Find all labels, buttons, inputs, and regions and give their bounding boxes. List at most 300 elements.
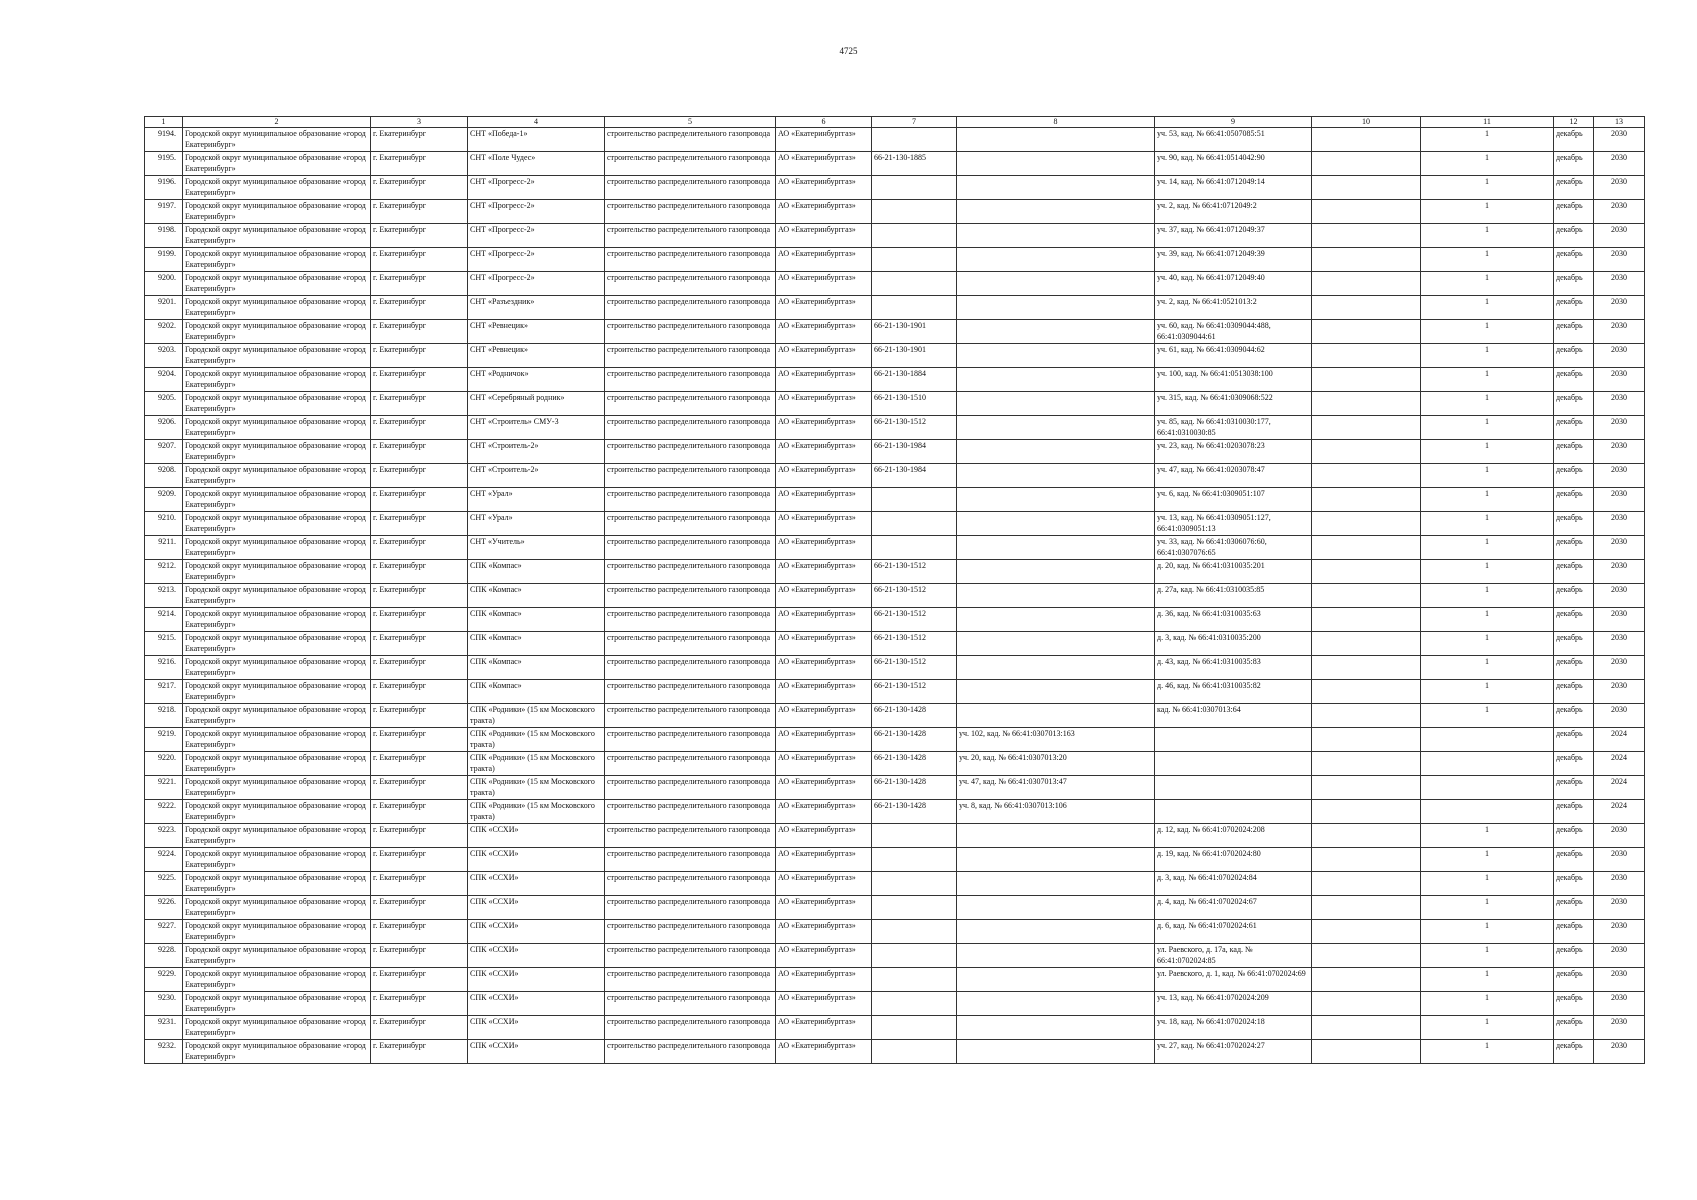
cell-plot-9: уч. 47, кад. № 66:41:0203078:47 [1155, 464, 1312, 488]
cell-operator: АО «Екатеринбурггаз» [776, 152, 872, 176]
cell-registry-number [872, 128, 957, 152]
column-header-1: 1 [145, 117, 183, 128]
table-row [145, 656, 1645, 680]
cell-year: 2030 [1594, 344, 1645, 368]
cell-municipality: Городской округ муниципальное образование «город Екатеринбург» [183, 464, 371, 488]
cell-object-name: СНТ «Строитель» СМУ-3 [468, 416, 605, 440]
cell-municipality: Городской округ муниципальное образование «город Екатеринбург» [183, 224, 371, 248]
cell-cell-10 [1312, 920, 1421, 944]
cell-year: 2024 [1594, 752, 1645, 776]
cell-plot-8 [957, 944, 1155, 968]
cell-settlement: г. Екатеринбург [371, 584, 468, 608]
cell-count: 1 [1421, 992, 1554, 1016]
cell-count: 1 [1421, 152, 1554, 176]
cell-month: декабрь [1554, 800, 1594, 824]
cell-object-name: СПК «Компас» [468, 656, 605, 680]
cell-plot-9: д. 12, кад. № 66:41:0702024:208 [1155, 824, 1312, 848]
cell-operator: АО «Екатеринбурггаз» [776, 320, 872, 344]
cell-year: 2030 [1594, 560, 1645, 584]
cell-month: декабрь [1554, 920, 1594, 944]
cell-plot-8 [957, 248, 1155, 272]
cell-cell-10 [1312, 632, 1421, 656]
cell-plot-9: д. 43, кад. № 66:41:0310035:83 [1155, 656, 1312, 680]
cell-cell-10 [1312, 944, 1421, 968]
cell-month: декабрь [1554, 752, 1594, 776]
table-row [145, 392, 1645, 416]
cell-operator: АО «Екатеринбурггаз» [776, 488, 872, 512]
cell-cell-10 [1312, 488, 1421, 512]
cell-count [1421, 728, 1554, 752]
cell-month: декабрь [1554, 416, 1594, 440]
cell-settlement: г. Екатеринбург [371, 320, 468, 344]
table-row [145, 728, 1645, 752]
cell-row-number: 9231. [145, 1016, 183, 1040]
table-row [145, 176, 1645, 200]
cell-operator: АО «Екатеринбурггаз» [776, 632, 872, 656]
cell-plot-9: ул. Раевского, д. 17а, кад. № 66:41:0702024:85 [1155, 944, 1312, 968]
table-row [145, 848, 1645, 872]
cell-month: декабрь [1554, 872, 1594, 896]
cell-row-number: 9232. [145, 1040, 183, 1064]
cell-year: 2030 [1594, 296, 1645, 320]
cell-year: 2030 [1594, 320, 1645, 344]
cell-work-type: строительство распределительного газопровода [605, 296, 776, 320]
cell-operator: АО «Екатеринбурггаз» [776, 944, 872, 968]
cell-object-name: СПК «ССХИ» [468, 848, 605, 872]
cell-settlement: г. Екатеринбург [371, 656, 468, 680]
cell-settlement: г. Екатеринбург [371, 920, 468, 944]
cell-month: декабрь [1554, 248, 1594, 272]
cell-plot-8 [957, 1040, 1155, 1064]
table-row [145, 200, 1645, 224]
cell-registry-number: 66-21-130-1984 [872, 440, 957, 464]
cell-operator: АО «Екатеринбурггаз» [776, 776, 872, 800]
cell-cell-10 [1312, 896, 1421, 920]
cell-plot-9: уч. 60, кад. № 66:41:0309044:488, 66:41:0309044:61 [1155, 320, 1312, 344]
cell-municipality: Городской округ муниципальное образование «город Екатеринбург» [183, 776, 371, 800]
cell-year: 2030 [1594, 848, 1645, 872]
cell-settlement: г. Екатеринбург [371, 224, 468, 248]
cell-work-type: строительство распределительного газопровода [605, 464, 776, 488]
cell-settlement: г. Екатеринбург [371, 608, 468, 632]
cell-registry-number [872, 176, 957, 200]
cell-municipality: Городской округ муниципальное образование «город Екатеринбург» [183, 632, 371, 656]
cell-municipality: Городской округ муниципальное образование «город Екатеринбург» [183, 728, 371, 752]
cell-work-type: строительство распределительного газопровода [605, 728, 776, 752]
cell-plot-8 [957, 656, 1155, 680]
cell-registry-number: 66-21-130-1428 [872, 800, 957, 824]
cell-cell-10 [1312, 296, 1421, 320]
cell-settlement: г. Екатеринбург [371, 416, 468, 440]
cell-month: декабрь [1554, 560, 1594, 584]
cell-year: 2024 [1594, 728, 1645, 752]
cell-plot-9: кад. № 66:41:0307013:64 [1155, 704, 1312, 728]
cell-object-name: СНТ «Ревнецик» [468, 344, 605, 368]
cell-plot-9 [1155, 728, 1312, 752]
cell-operator: АО «Екатеринбурггаз» [776, 680, 872, 704]
cell-settlement: г. Екатеринбург [371, 464, 468, 488]
cell-registry-number: 66-21-130-1428 [872, 704, 957, 728]
cell-plot-9: уч. 27, кад. № 66:41:0702024:27 [1155, 1040, 1312, 1064]
cell-row-number: 9198. [145, 224, 183, 248]
cell-year: 2030 [1594, 416, 1645, 440]
cell-count: 1 [1421, 896, 1554, 920]
table-row [145, 704, 1645, 728]
cell-work-type: строительство распределительного газопровода [605, 824, 776, 848]
cell-year: 2030 [1594, 872, 1645, 896]
cell-plot-8 [957, 344, 1155, 368]
column-header-8: 8 [957, 117, 1155, 128]
cell-plot-8: уч. 102, кад. № 66:41:0307013:163 [957, 728, 1155, 752]
cell-cell-10 [1312, 128, 1421, 152]
cell-settlement: г. Екатеринбург [371, 896, 468, 920]
cell-work-type: строительство распределительного газопровода [605, 632, 776, 656]
cell-operator: АО «Екатеринбурггаз» [776, 536, 872, 560]
cell-month: декабрь [1554, 656, 1594, 680]
cell-month: декабрь [1554, 368, 1594, 392]
cell-plot-9: уч. 39, кад. № 66:41:0712049:39 [1155, 248, 1312, 272]
table-row [145, 128, 1645, 152]
cell-cell-10 [1312, 848, 1421, 872]
cell-object-name: СПК «Родники» (15 км Московского тракта) [468, 800, 605, 824]
cell-count: 1 [1421, 128, 1554, 152]
cell-object-name: СПК «ССХИ» [468, 896, 605, 920]
cell-plot-8: уч. 8, кад. № 66:41:0307013:106 [957, 800, 1155, 824]
column-header-11: 11 [1421, 117, 1554, 128]
cell-object-name: СПК «Родники» (15 км Московского тракта) [468, 776, 605, 800]
cell-registry-number [872, 272, 957, 296]
cell-cell-10 [1312, 968, 1421, 992]
cell-plot-8 [957, 584, 1155, 608]
cell-month: декабрь [1554, 440, 1594, 464]
cell-settlement: г. Екатеринбург [371, 176, 468, 200]
cell-operator: АО «Екатеринбурггаз» [776, 296, 872, 320]
cell-row-number: 9221. [145, 776, 183, 800]
cell-cell-10 [1312, 800, 1421, 824]
cell-object-name: СНТ «Ревнецик» [468, 320, 605, 344]
cell-plot-9: уч. 14, кад. № 66:41:0712049:14 [1155, 176, 1312, 200]
cell-operator: АО «Екатеринбурггаз» [776, 248, 872, 272]
cell-object-name: СПК «ССХИ» [468, 968, 605, 992]
table-row [145, 320, 1645, 344]
cell-plot-9: д. 4, кад. № 66:41:0702024:67 [1155, 896, 1312, 920]
cell-work-type: строительство распределительного газопровода [605, 848, 776, 872]
cell-plot-9 [1155, 776, 1312, 800]
cell-count: 1 [1421, 608, 1554, 632]
cell-cell-10 [1312, 704, 1421, 728]
cell-work-type: строительство распределительного газопровода [605, 416, 776, 440]
cell-month: декабрь [1554, 512, 1594, 536]
cell-cell-10 [1312, 584, 1421, 608]
table-row [145, 944, 1645, 968]
cell-year: 2030 [1594, 488, 1645, 512]
table-row [145, 1016, 1645, 1040]
cell-cell-10 [1312, 512, 1421, 536]
cell-plot-8 [957, 128, 1155, 152]
cell-plot-8 [957, 848, 1155, 872]
cell-month: декабрь [1554, 896, 1594, 920]
cell-row-number: 9201. [145, 296, 183, 320]
cell-municipality: Городской округ муниципальное образование «город Екатеринбург» [183, 968, 371, 992]
cell-row-number: 9199. [145, 248, 183, 272]
cell-row-number: 9228. [145, 944, 183, 968]
cell-operator: АО «Екатеринбурггаз» [776, 512, 872, 536]
cell-plot-9: уч. 23, кад. № 66:41:0203078:23 [1155, 440, 1312, 464]
table-row [145, 416, 1645, 440]
cell-operator: АО «Екатеринбурггаз» [776, 224, 872, 248]
cell-count: 1 [1421, 1016, 1554, 1040]
cell-row-number: 9210. [145, 512, 183, 536]
table-row [145, 296, 1645, 320]
cell-registry-number [872, 992, 957, 1016]
cell-work-type: строительство распределительного газопровода [605, 560, 776, 584]
cell-row-number: 9224. [145, 848, 183, 872]
cell-year: 2030 [1594, 944, 1645, 968]
cell-operator: АО «Екатеринбурггаз» [776, 752, 872, 776]
cell-month: декабрь [1554, 320, 1594, 344]
cell-year: 2030 [1594, 920, 1645, 944]
cell-registry-number: 66-21-130-1510 [872, 392, 957, 416]
cell-year: 2024 [1594, 776, 1645, 800]
cell-registry-number [872, 488, 957, 512]
cell-cell-10 [1312, 224, 1421, 248]
cell-object-name: СНТ «Прогресс-2» [468, 248, 605, 272]
cell-operator: АО «Екатеринбурггаз» [776, 416, 872, 440]
cell-month: декабрь [1554, 680, 1594, 704]
cell-year: 2024 [1594, 800, 1645, 824]
cell-plot-9: уч. 315, кад. № 66:41:0309068:522 [1155, 392, 1312, 416]
cell-work-type: строительство распределительного газопровода [605, 368, 776, 392]
cell-count: 1 [1421, 1040, 1554, 1064]
cell-object-name: СНТ «Поле Чудес» [468, 152, 605, 176]
cell-year: 2030 [1594, 200, 1645, 224]
cell-object-name: СНТ «Родничок» [468, 368, 605, 392]
cell-object-name: СНТ «Прогресс-2» [468, 200, 605, 224]
cell-municipality: Городской округ муниципальное образование «город Екатеринбург» [183, 920, 371, 944]
cell-row-number: 9211. [145, 536, 183, 560]
cell-settlement: г. Екатеринбург [371, 848, 468, 872]
cell-work-type: строительство распределительного газопровода [605, 944, 776, 968]
table-row [145, 680, 1645, 704]
cell-count: 1 [1421, 968, 1554, 992]
cell-cell-10 [1312, 248, 1421, 272]
cell-count: 1 [1421, 920, 1554, 944]
cell-work-type: строительство распределительного газопровода [605, 152, 776, 176]
cell-operator: АО «Екатеринбурггаз» [776, 872, 872, 896]
cell-month: декабрь [1554, 992, 1594, 1016]
cell-municipality: Городской округ муниципальное образование «город Екатеринбург» [183, 992, 371, 1016]
cell-year: 2030 [1594, 224, 1645, 248]
cell-registry-number [872, 248, 957, 272]
cell-registry-number [872, 536, 957, 560]
cell-operator: АО «Екатеринбурггаз» [776, 200, 872, 224]
cell-settlement: г. Екатеринбург [371, 128, 468, 152]
cell-row-number: 9205. [145, 392, 183, 416]
column-header-13: 13 [1594, 117, 1645, 128]
table-row [145, 512, 1645, 536]
cell-municipality: Городской округ муниципальное образование «город Екатеринбург» [183, 704, 371, 728]
gasification-table [144, 116, 1645, 1064]
cell-row-number: 9218. [145, 704, 183, 728]
cell-plot-8: уч. 20, кад. № 66:41:0307013:20 [957, 752, 1155, 776]
cell-registry-number [872, 968, 957, 992]
cell-settlement: г. Екатеринбург [371, 440, 468, 464]
cell-year: 2030 [1594, 608, 1645, 632]
cell-work-type: строительство распределительного газопровода [605, 680, 776, 704]
cell-operator: АО «Екатеринбурггаз» [776, 368, 872, 392]
cell-count: 1 [1421, 224, 1554, 248]
cell-year: 2030 [1594, 152, 1645, 176]
cell-operator: АО «Екатеринбурггаз» [776, 584, 872, 608]
table-row [145, 608, 1645, 632]
cell-operator: АО «Екатеринбурггаз» [776, 128, 872, 152]
cell-object-name: СПК «Компас» [468, 680, 605, 704]
cell-municipality: Городской округ муниципальное образование «город Екатеринбург» [183, 344, 371, 368]
cell-row-number: 9206. [145, 416, 183, 440]
cell-row-number: 9217. [145, 680, 183, 704]
cell-plot-8 [957, 416, 1155, 440]
table-row [145, 344, 1645, 368]
cell-registry-number: 66-21-130-1884 [872, 368, 957, 392]
cell-plot-9: уч. 61, кад. № 66:41:0309044:62 [1155, 344, 1312, 368]
cell-settlement: г. Екатеринбург [371, 344, 468, 368]
table-row [145, 584, 1645, 608]
cell-year: 2030 [1594, 992, 1645, 1016]
cell-operator: АО «Екатеринбурггаз» [776, 896, 872, 920]
cell-count: 1 [1421, 560, 1554, 584]
cell-municipality: Городской округ муниципальное образование «город Екатеринбург» [183, 320, 371, 344]
cell-municipality: Городской округ муниципальное образование «город Екатеринбург» [183, 752, 371, 776]
cell-registry-number: 66-21-130-1512 [872, 632, 957, 656]
cell-plot-8 [957, 968, 1155, 992]
cell-month: декабрь [1554, 704, 1594, 728]
cell-municipality: Городской округ муниципальное образование «город Екатеринбург» [183, 272, 371, 296]
cell-plot-8 [957, 488, 1155, 512]
cell-month: декабрь [1554, 968, 1594, 992]
cell-count: 1 [1421, 464, 1554, 488]
cell-row-number: 9212. [145, 560, 183, 584]
cell-plot-9: д. 20, кад. № 66:41:0310035:201 [1155, 560, 1312, 584]
cell-plot-8 [957, 560, 1155, 584]
cell-plot-8 [957, 632, 1155, 656]
cell-row-number: 9215. [145, 632, 183, 656]
cell-row-number: 9213. [145, 584, 183, 608]
cell-plot-9 [1155, 752, 1312, 776]
cell-month: декабрь [1554, 152, 1594, 176]
cell-year: 2030 [1594, 584, 1645, 608]
cell-settlement: г. Екатеринбург [371, 1016, 468, 1040]
cell-operator: АО «Екатеринбурггаз» [776, 560, 872, 584]
cell-year: 2030 [1594, 824, 1645, 848]
cell-municipality: Городской округ муниципальное образование «город Екатеринбург» [183, 656, 371, 680]
cell-row-number: 9222. [145, 800, 183, 824]
cell-plot-8 [957, 200, 1155, 224]
cell-plot-9: уч. 85, кад. № 66:41:0310030:177, 66:41:0310030:85 [1155, 416, 1312, 440]
cell-year: 2030 [1594, 704, 1645, 728]
cell-settlement: г. Екатеринбург [371, 152, 468, 176]
cell-month: декабрь [1554, 128, 1594, 152]
cell-plot-9: д. 3, кад. № 66:41:0702024:84 [1155, 872, 1312, 896]
cell-row-number: 9214. [145, 608, 183, 632]
table-row [145, 368, 1645, 392]
cell-settlement: г. Екатеринбург [371, 704, 468, 728]
cell-municipality: Городской округ муниципальное образование «город Екатеринбург» [183, 560, 371, 584]
cell-plot-8 [957, 872, 1155, 896]
cell-municipality: Городской округ муниципальное образование «город Екатеринбург» [183, 1016, 371, 1040]
cell-row-number: 9209. [145, 488, 183, 512]
cell-work-type: строительство распределительного газопровода [605, 128, 776, 152]
cell-settlement: г. Екатеринбург [371, 680, 468, 704]
table-row [145, 536, 1645, 560]
cell-plot-8 [957, 224, 1155, 248]
column-header-12: 12 [1554, 117, 1594, 128]
cell-work-type: строительство распределительного газопровода [605, 536, 776, 560]
cell-operator: АО «Екатеринбурггаз» [776, 992, 872, 1016]
cell-work-type: строительство распределительного газопровода [605, 1040, 776, 1064]
cell-cell-10 [1312, 536, 1421, 560]
cell-plot-9: уч. 100, кад. № 66:41:0513038:100 [1155, 368, 1312, 392]
cell-count [1421, 752, 1554, 776]
cell-operator: АО «Екатеринбурггаз» [776, 1040, 872, 1064]
cell-work-type: строительство распределительного газопровода [605, 248, 776, 272]
table-row [145, 560, 1645, 584]
cell-operator: АО «Екатеринбурггаз» [776, 392, 872, 416]
cell-object-name: СНТ «Урал» [468, 512, 605, 536]
cell-municipality: Городской округ муниципальное образование «город Екатеринбург» [183, 824, 371, 848]
table-row [145, 632, 1645, 656]
cell-month: декабрь [1554, 608, 1594, 632]
cell-operator: АО «Екатеринбурггаз» [776, 968, 872, 992]
cell-year: 2030 [1594, 368, 1645, 392]
cell-work-type: строительство распределительного газопровода [605, 392, 776, 416]
cell-plot-9: уч. 40, кад. № 66:41:0712049:40 [1155, 272, 1312, 296]
column-header-6: 6 [776, 117, 872, 128]
cell-work-type: строительство распределительного газопровода [605, 512, 776, 536]
cell-cell-10 [1312, 320, 1421, 344]
cell-count [1421, 776, 1554, 800]
cell-operator: АО «Екатеринбурггаз» [776, 704, 872, 728]
cell-settlement: г. Екатеринбург [371, 944, 468, 968]
cell-object-name: СПК «ССХИ» [468, 944, 605, 968]
cell-plot-8 [957, 320, 1155, 344]
cell-object-name: СПК «Компас» [468, 608, 605, 632]
cell-municipality: Городской округ муниципальное образование «город Екатеринбург» [183, 944, 371, 968]
cell-settlement: г. Екатеринбург [371, 512, 468, 536]
cell-cell-10 [1312, 416, 1421, 440]
cell-registry-number [872, 944, 957, 968]
cell-registry-number: 66-21-130-1428 [872, 752, 957, 776]
cell-cell-10 [1312, 272, 1421, 296]
cell-plot-8 [957, 464, 1155, 488]
cell-count: 1 [1421, 632, 1554, 656]
cell-cell-10 [1312, 752, 1421, 776]
cell-row-number: 9230. [145, 992, 183, 1016]
cell-cell-10 [1312, 1040, 1421, 1064]
cell-registry-number [872, 200, 957, 224]
cell-registry-number: 66-21-130-1512 [872, 680, 957, 704]
cell-count: 1 [1421, 440, 1554, 464]
cell-year: 2030 [1594, 440, 1645, 464]
column-header-3: 3 [371, 117, 468, 128]
cell-month: декабрь [1554, 776, 1594, 800]
cell-object-name: СПК «Компас» [468, 560, 605, 584]
cell-cell-10 [1312, 656, 1421, 680]
cell-month: декабрь [1554, 464, 1594, 488]
cell-plot-8 [957, 680, 1155, 704]
cell-object-name: СНТ «Строитель-2» [468, 464, 605, 488]
cell-registry-number [872, 512, 957, 536]
cell-plot-9: д. 6, кад. № 66:41:0702024:61 [1155, 920, 1312, 944]
